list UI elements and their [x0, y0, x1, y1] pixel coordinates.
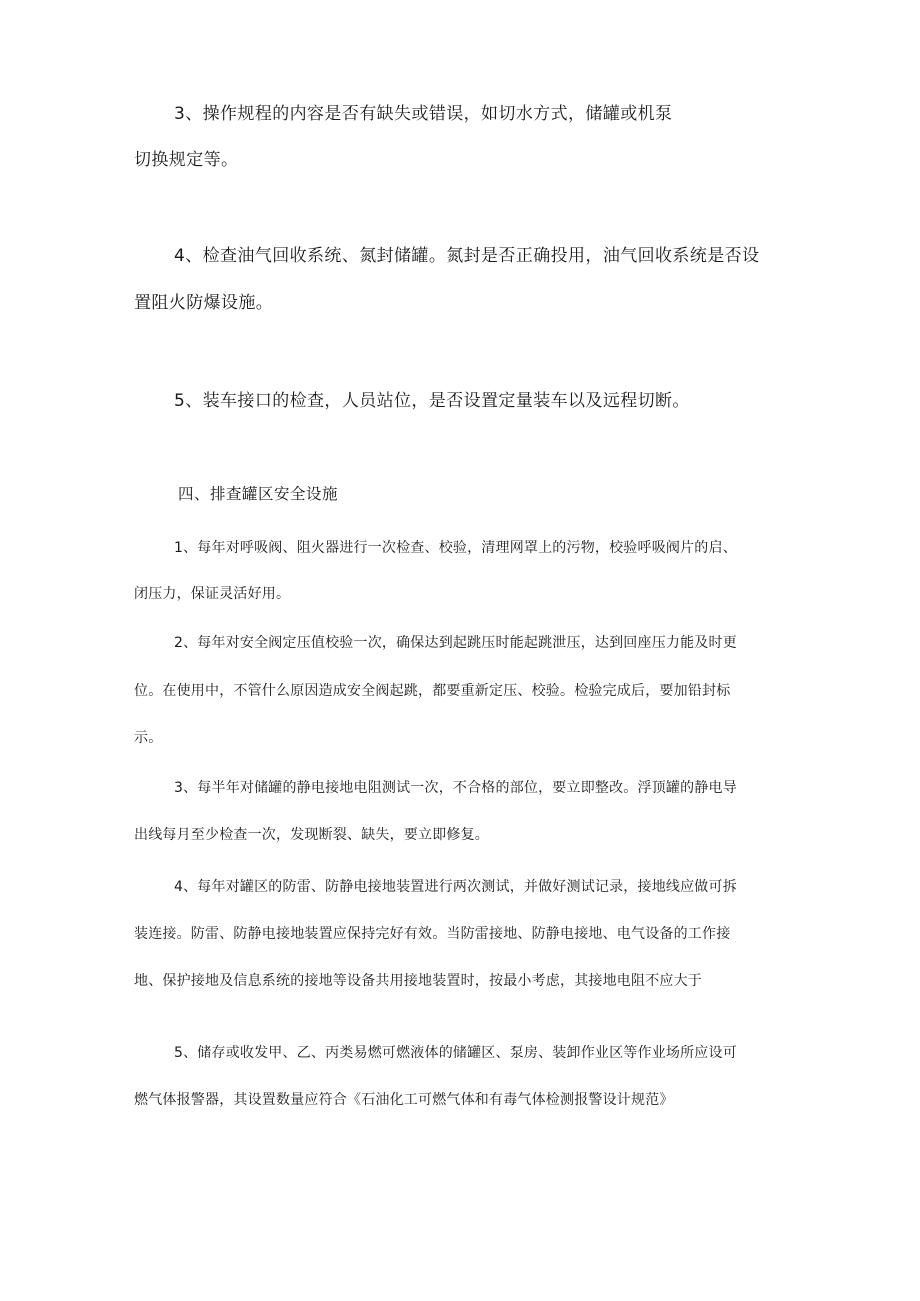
paragraph-line: 切换规定等。	[134, 150, 239, 170]
paragraph-line: 出线每月至少检查一次，发现断裂、缺失，要立即修复。	[134, 827, 489, 843]
paragraph-line: 燃气体报警器，其设置数量应符合《石油化工可燃气体和有毒气体检测报警设计规范》	[134, 1092, 674, 1108]
paragraph-line: 2、每年对安全阀定压值校验一次，确保达到起跳压时能起跳泄压，达到回座压力能及时更	[174, 635, 737, 651]
paragraph-line: 4、每年对罐区的防雷、防静电接地装置进行两次测试，并做好测试记录，接地线应做可拆	[174, 879, 737, 895]
paragraph-line: 位。在使用中，不管什么原因造成安全阀起跳，都要重新定压、校验。检验完成后，要加铅封标	[134, 683, 731, 699]
paragraph-line: 置阻火防爆设施。	[134, 293, 274, 313]
paragraph-line: 1、每年对呼吸阀、阻火器进行一次检查、校验，清理网罩上的污物，校验呼吸阀片的启、	[174, 540, 737, 556]
paragraph-line: 5、储存或收发甲、乙、丙类易燃可燃液体的储罐区、泵房、装卸作业区等作业场所应设可	[174, 1045, 737, 1061]
paragraph-line: 4、检查油气回收系统、氮封储罐。氮封是否正确投用，油气回收系统是否设	[174, 246, 760, 266]
paragraph-line: 3、每半年对储罐的静电接地电阻测试一次，不合格的部位，要立即整改。浮顶罐的静电导	[174, 780, 737, 796]
paragraph-line: 3、操作规程的内容是否有缺失或错误，如切水方式，储罐或机泵	[174, 104, 673, 124]
paragraph-line: 闭压力，保证灵活好用。	[134, 586, 291, 602]
section-heading: 四、排查罐区安全设施	[178, 485, 339, 503]
paragraph-line: 5、装车接口的检查，人员站位，是否设置定量装车以及远程切断。	[174, 391, 690, 411]
paragraph-line: 地、保护接地及信息系统的接地等设备共用接地装置时，按最小考虑，其接地电阻不应大于	[134, 973, 702, 989]
paragraph-line: 示。	[134, 730, 163, 746]
paragraph-line: 装连接。防雷、防静电接地装置应保持完好有效。当防雷接地、防静电接地、电气设备的工作接	[134, 926, 731, 942]
